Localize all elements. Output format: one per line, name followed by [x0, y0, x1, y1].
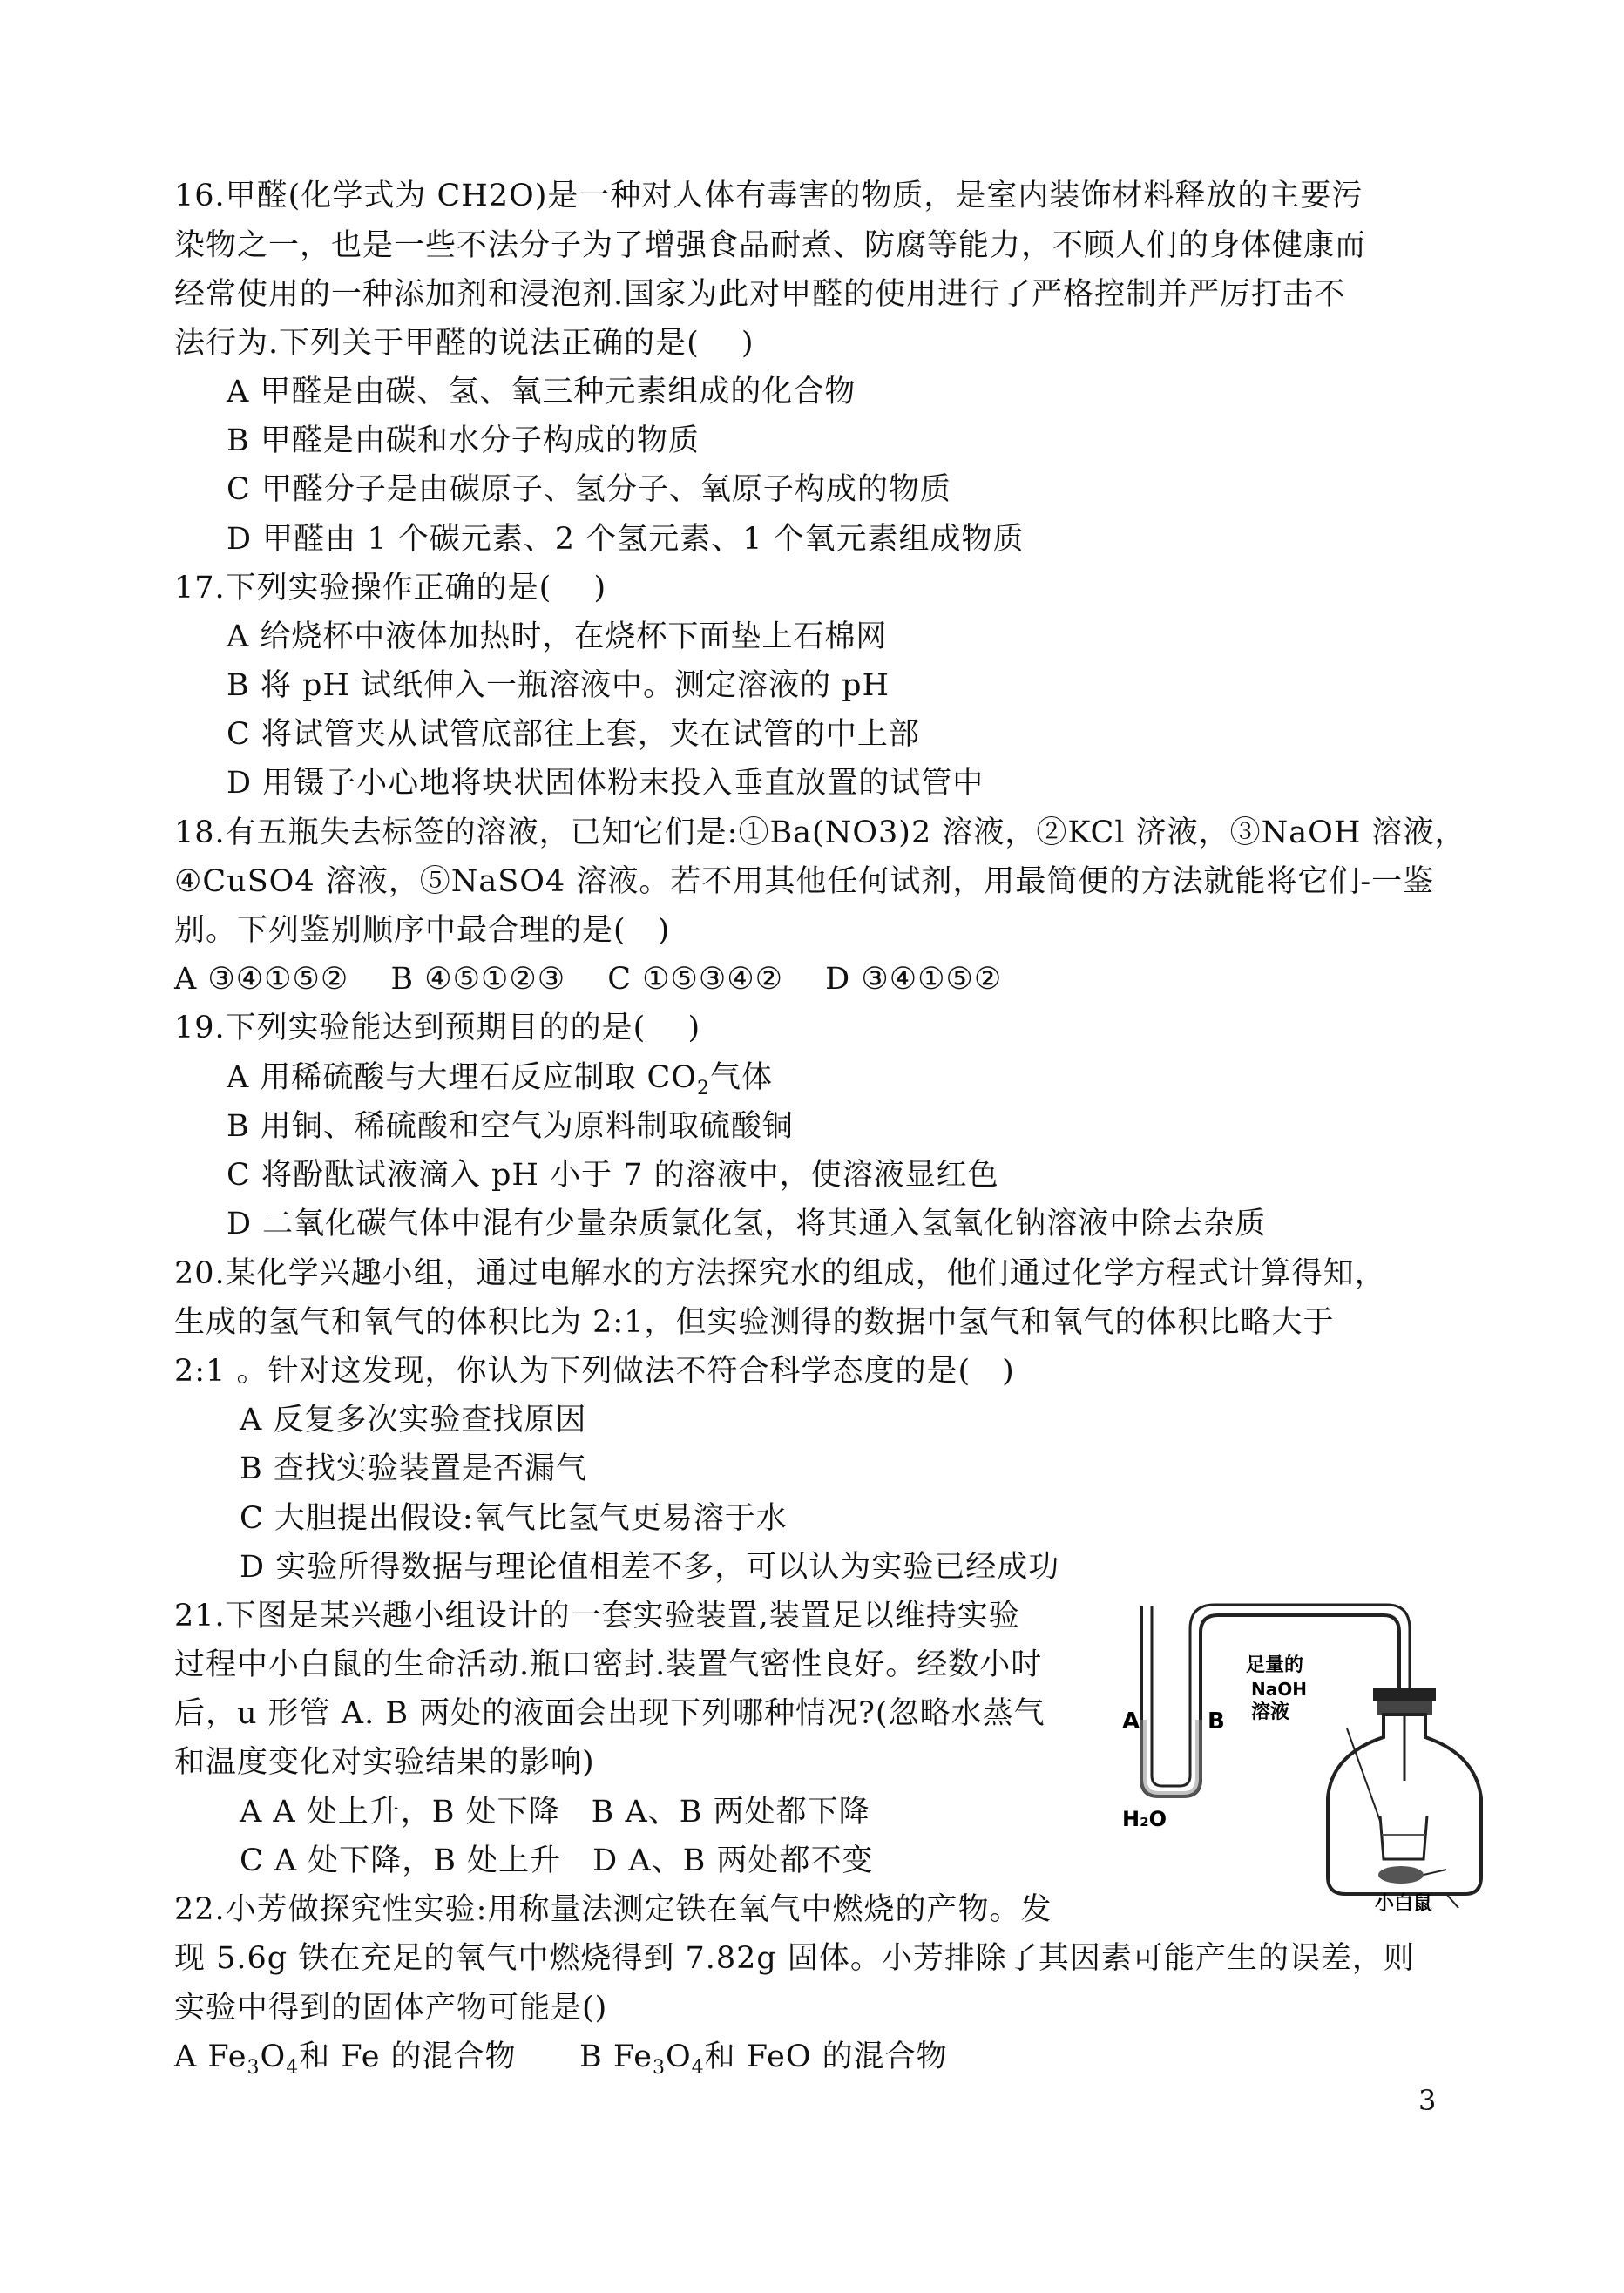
q20-line-3: 2:1 。针对这发现，你认为下列做法不符合科学态度的是( )	[174, 1354, 1015, 1389]
q16-line-1: 16.甲醛(化学式为 CH2O)是一种对人体有毒害的物质，是室内装饰材料释放的主要污	[174, 179, 1363, 213]
q19-option-c: C 将酚酞试液滴入 pH 小于 7 的溶液中，使溶液显红色	[227, 1158, 999, 1193]
q17-option-a: A 给烧杯中液体加热时，在烧杯下面垫上石棉网	[227, 619, 888, 654]
q16-option-c: C 甲醛分子是由碳原子、氢分子、氧原子构成的物质	[227, 472, 951, 507]
q18-line-2: ④CuSO4 溶液，⑤NaSO4 溶液。若不用其他任何试剂，用最简便的方法就能将它们-一鉴	[174, 864, 1435, 899]
label-pointer	[1347, 1728, 1380, 1821]
mouse-tail	[1424, 1870, 1446, 1875]
q18-options: A ③④①⑤② B ④⑤①②③ C ①⑤③④② D ③④①⑤②	[174, 962, 1003, 997]
apparatus-figure	[1122, 1598, 1486, 1911]
q20-option-c: C 大胆提出假设:氧气比氢气更易溶于水	[240, 1501, 788, 1536]
stopper-bottom	[1377, 1701, 1432, 1715]
q21-line-4: 和温度变化对实验结果的影响)	[174, 1745, 595, 1780]
q19-option-b: B 用铜、稀硫酸和空气为原料制取硫酸铜	[227, 1109, 794, 1144]
beaker	[1380, 1816, 1427, 1859]
q16-option-a: A 甲醛是由碳、氢、氧三种元素组成的化合物	[227, 375, 856, 409]
q19-option-a: A 用稀硫酸与大理石反应制取 $CO_2$气体	[227, 1060, 774, 1099]
q20-option-d: D 实验所得数据与理论值相差不多，可以认为实验已经成功	[240, 1550, 1060, 1585]
label-mouse: 小白鼠	[1375, 1893, 1433, 1911]
q17-option-c: C 将试管夹从试管底部往上套，夹在试管的中上部	[227, 717, 920, 752]
q21-line-2: 过程中小白鼠的生命活动.瓶口密封.装置气密性良好。经数小时	[174, 1647, 1043, 1682]
label-naoh-1: 足量的	[1246, 1654, 1304, 1676]
q18-line-1: 18.有五瓶失去标签的溶液，已知它们是:①Ba(NO3)2 溶液，②KCl 济液，③NaOH 溶液，	[174, 815, 1466, 850]
q16-option-d: D 甲醛由 1 个碳元素、2 个氢元素、1 个氧元素组成物质	[227, 522, 1025, 557]
q19-line-1: 19.下列实验能达到预期目的的是( )	[174, 1011, 701, 1045]
mouse-pointer	[1446, 1894, 1458, 1908]
q20-option-a: A 反复多次实验查找原因	[240, 1403, 587, 1437]
q21-line-1: 21.下图是某兴趣小组设计的一套实验装置,装置足以维持实验	[174, 1599, 1020, 1634]
label-water: H₂O	[1122, 1807, 1167, 1831]
page-number: 3	[1418, 2084, 1437, 2117]
q16-line-2: 染物之一，也是一些不法分子为了增强食品耐煮、防腐等能力，不顾人们的身体健康而	[174, 228, 1367, 263]
q16-option-b: B 甲醛是由碳和水分子构成的物质	[227, 423, 700, 458]
q18-line-3: 别。下列鉴别顺序中最合理的是( )	[174, 913, 671, 948]
q22-line-1: 22.小芳做探究性实验:用称量法测定铁在氧气中燃烧的产物。发	[174, 1892, 1052, 1927]
q17-option-b: B 将 pH 试纸伸入一瓶溶液中。测定溶液的 pH	[227, 668, 890, 703]
q22-line-3: 实验中得到的固体产物可能是()	[174, 1991, 608, 2026]
q22-line-2: 现 5.6g 铁在充足的氧气中燃烧得到 7.82g 固体。小芳排除了其因素可能产生的误差，则	[174, 1941, 1415, 1976]
apparatus-diagram	[1122, 1598, 1486, 1911]
label-naoh-2: NaOH	[1251, 1679, 1307, 1700]
q21-line-3: 后，u 形管 A. B 两处的液面会出现下列哪种情况?(忽略水蒸气	[174, 1696, 1045, 1731]
label-a: A	[1122, 1708, 1140, 1735]
q21-options-ab: A A 处上升，B 处下降 B A、B 两处都下降	[240, 1795, 870, 1830]
label-naoh-3: 溶液	[1251, 1701, 1290, 1723]
q21-options-cd: C A 处下降，B 处上升 D A、B 两处都不变	[240, 1843, 874, 1878]
label-b: B	[1208, 1708, 1225, 1735]
q20-line-2: 生成的氢气和氧气的体积比为 2:1，但实验测得的数据中氢气和氧气的体积比略大于	[174, 1305, 1335, 1340]
q16-line-4: 法行为.下列关于甲醛的说法正确的是( )	[174, 326, 754, 361]
q19-option-d: D 二氧化碳气体中混有少量杂质氯化氢，将其通入氢氧化钠溶液中除去杂质	[227, 1207, 1267, 1241]
mouse-shape	[1378, 1866, 1424, 1884]
q22-option-a: A $Fe_3O_4$和 Fe 的混合物	[174, 2039, 517, 2079]
q20-option-b: B 查找实验装置是否漏气	[240, 1451, 587, 1486]
q17-line-1: 17.下列实验操作正确的是( )	[174, 571, 607, 605]
q22-option-b: B $Fe_3O_4$和 FeO 的混合物	[579, 2039, 948, 2079]
stopper-top	[1373, 1688, 1436, 1701]
q16-line-3: 经常使用的一种添加剂和浸泡剂.国家为此对甲醛的使用进行了严格控制并严厉打击不	[174, 277, 1346, 312]
q20-line-1: 20.某化学兴趣小组，通过电解水的方法探究水的组成，他们通过化学方程式计算得知，	[174, 1256, 1386, 1291]
q17-option-d: D 用镊子小心地将块状固体粉末投入垂直放置的试管中	[227, 766, 985, 801]
